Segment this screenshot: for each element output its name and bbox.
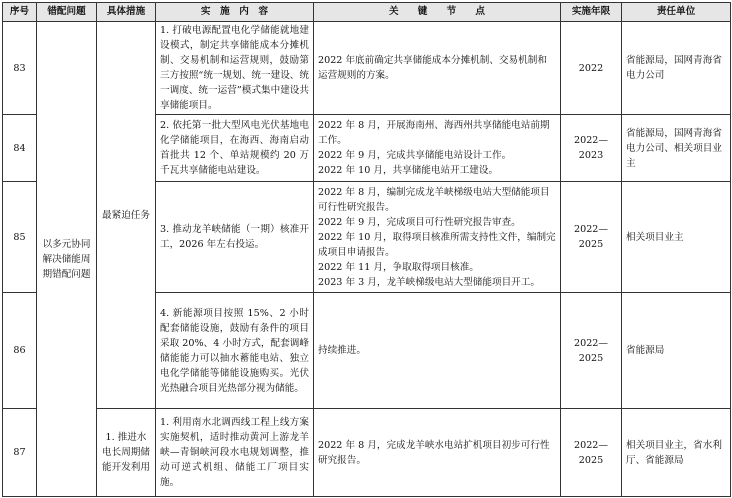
row-unit: 相关项目业主，省水利厅、省能源局 — [622, 409, 731, 497]
header-nodes: 关 键 节 点 — [314, 3, 561, 22]
node-line: 2022 年 10 月，共享储能电站开工建设。 — [318, 165, 499, 176]
row-content: 2. 依托第一批大型风电光伏基地电化学储能项目，在海西、海南启动首批共 12 个、单站规模约 20 万千瓦共享储能电站建设。 — [156, 115, 314, 182]
row-content: 4. 新能源项目按照 15%、2 小时配套储能设施，鼓励有条件的项目采取 20%、4 小时方式，配套调峰储能能力可以抽水蓄能电站、独立电化学储能等储能设施购买。光伏光热融合项目光热部分视为储能。 — [156, 293, 314, 409]
row-period: 2022—2025 — [561, 409, 622, 497]
node-line: 2022 年 10 月，取得项目核准所需支持性文件，编制完成项目申请报告。 — [318, 231, 556, 258]
header-measure: 具体措施 — [97, 3, 156, 22]
measure-cell: 最紧迫任务 — [97, 22, 156, 409]
node-line: 2022 年 8 月，完成龙羊峡水电站扩机项目初步可行性研究报告。 — [318, 439, 550, 466]
row-nodes — [314, 293, 561, 409]
node-line: 2022 年 9 月，完成共享储能电站设计工作。 — [318, 150, 512, 161]
row-seq: 87 — [3, 409, 37, 497]
row-nodes — [314, 182, 561, 293]
row-nodes — [314, 115, 561, 182]
row-period: 2022—2023 — [561, 115, 622, 182]
node-line: 2022 年 9 月，完成项目可行性研究报告审查。 — [318, 216, 521, 228]
node-line: 2022 年 8 月，编制完成龙羊峡梯级电站大型储能项目可行性研究报告。 — [318, 186, 550, 213]
row-seq: 85 — [3, 182, 37, 293]
row-period: 2022—2025 — [561, 293, 622, 409]
row-seq: 83 — [3, 22, 37, 115]
node-line: 持续推进。 — [318, 345, 366, 356]
measures-table — [2, 2, 731, 497]
header-content: 实 施 内 容 — [156, 3, 314, 22]
node-line: 2022 年 8 月，开展海南州、海西州共享储能电站前期工作。 — [318, 120, 550, 146]
problem-cell: 以多元协同解决储能周期错配问题 — [37, 22, 97, 497]
row-seq: 84 — [3, 115, 37, 182]
row-nodes — [314, 409, 561, 497]
node-line: 2022 年 11 月，争取取得项目核准。 — [318, 261, 479, 273]
table-row — [3, 22, 731, 115]
row-unit: 省能源局 — [622, 293, 731, 409]
row-content: 1. 打破电源配置电化学储能就地建设模式，制定共享储能成本分摊机制、交易机制和运营规则，鼓励第三方按照“统一规划、统一建设、统一调度、统一运营”模式集中建设共享储能项目。 — [156, 22, 314, 115]
header-problem: 错配问题 — [37, 3, 97, 22]
table-row — [3, 409, 731, 497]
measure-cell: 1. 推进水电长周期储能开发利用 — [97, 409, 156, 497]
header-unit: 责任单位 — [622, 3, 731, 22]
header-seq: 序号 — [3, 3, 37, 22]
node-line: 2023 年 3 月，龙羊峡梯级电站大型储能项目开工。 — [318, 276, 540, 288]
row-unit: 省能源局，国网青海省电力公司、相关项目业主 — [622, 115, 731, 182]
table-header-row — [3, 3, 731, 22]
row-seq: 86 — [3, 293, 37, 409]
header-period: 实施年限 — [561, 3, 622, 22]
row-content: 1. 利用南水北调西线工程上线方案实施契机，适时推动黄河上游龙羊峡—青铜峡河段水电规划调整，推动可逆式机组、储能工厂项目实施。 — [156, 409, 314, 497]
row-content: 3. 推动龙羊峡储能（一期）核准开工，2026 年左右投运。 — [156, 182, 314, 293]
node-line: 2022 年底前确定共享储能成本分摊机制、交易机制和运营规则的方案。 — [318, 55, 547, 81]
row-period: 2022—2025 — [561, 182, 622, 293]
row-unit: 省能源局，国网青海省电力公司 — [622, 22, 731, 115]
row-unit: 相关项目业主 — [622, 182, 731, 293]
row-period: 2022 — [561, 22, 622, 115]
row-nodes — [314, 22, 561, 115]
